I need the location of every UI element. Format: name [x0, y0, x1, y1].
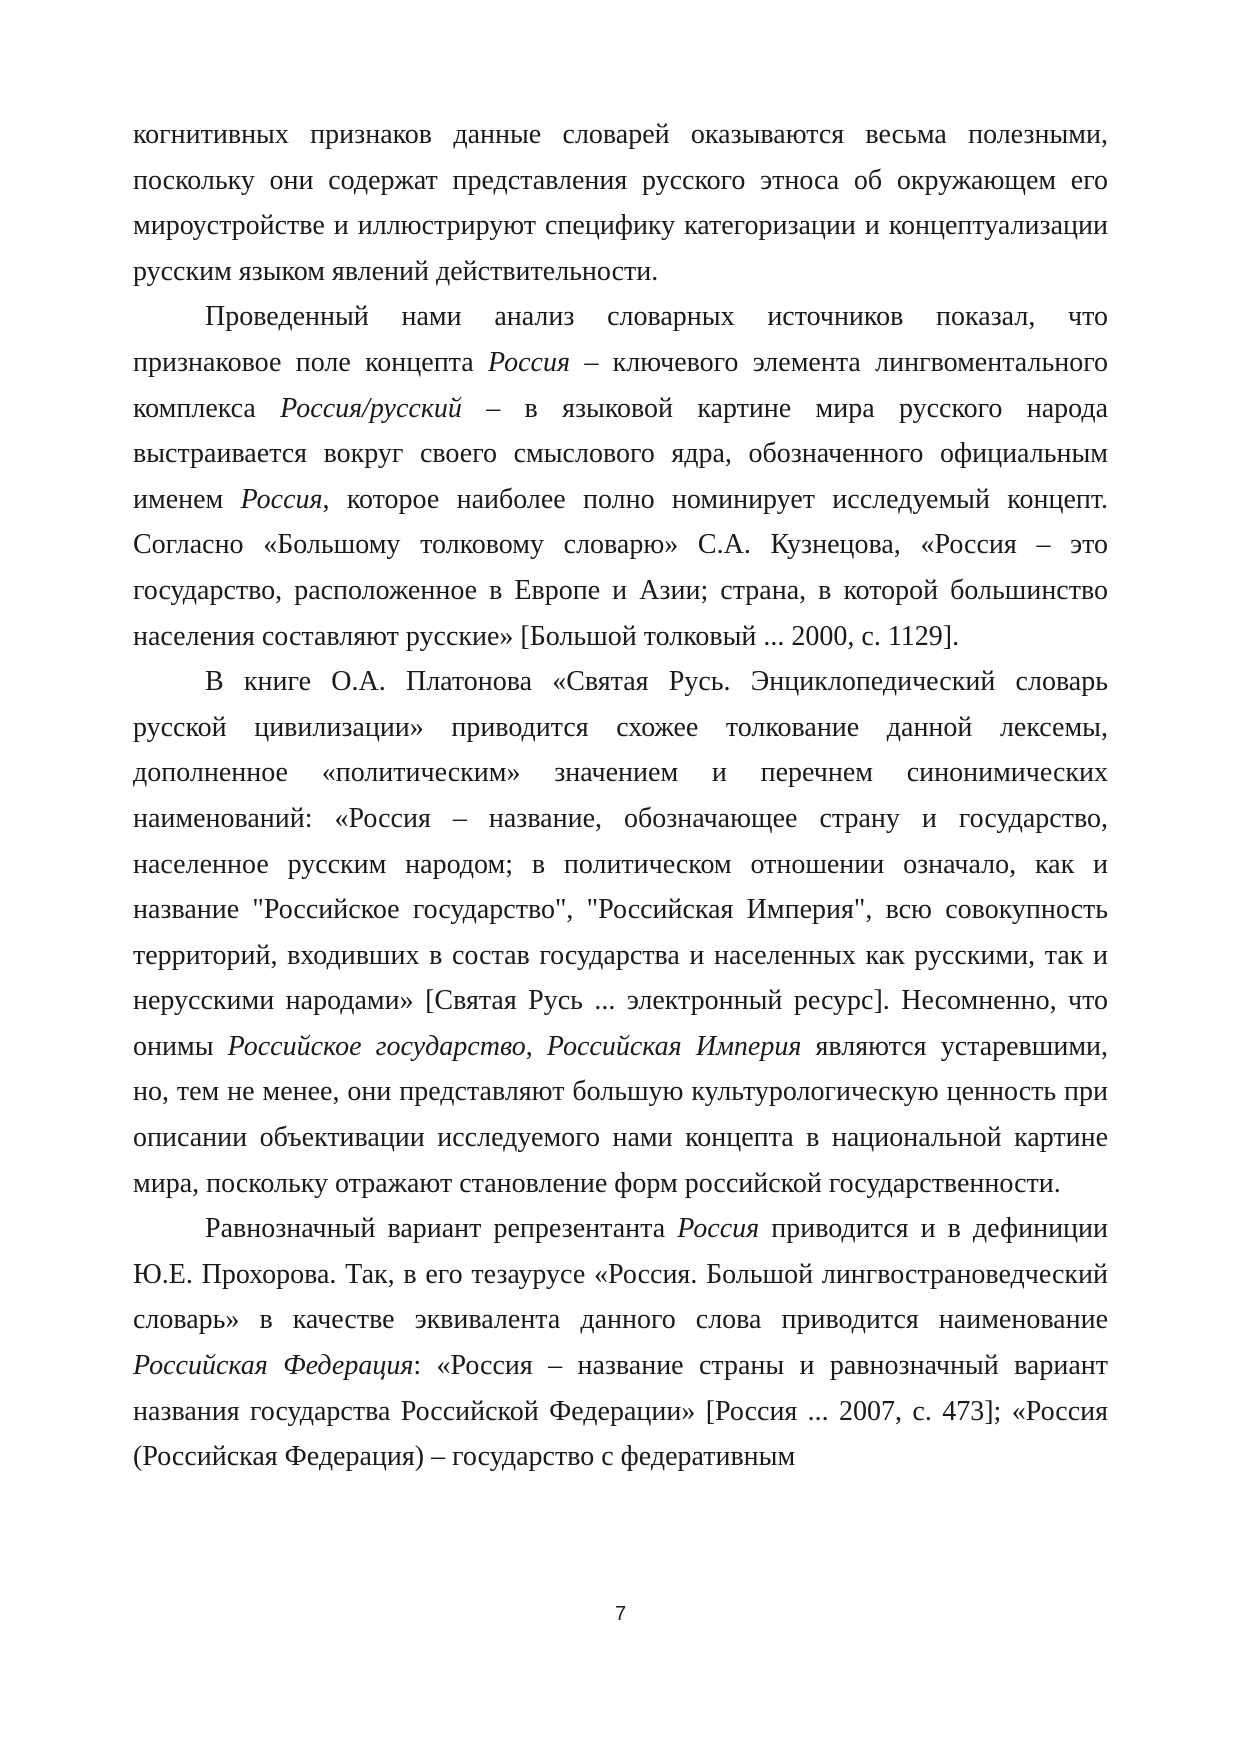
paragraph-3 — [133, 659, 1108, 1206]
paragraph-2 — [133, 294, 1108, 659]
text-run: В книге О.А. Платонова «Святая Русь. Энциклопедический словарь русской цивилизации» приводится схожее толкование данной лексемы, дополненное «политическим» значением и перечнем синонимических наименований: «Россия – название, обозначающее страну и государство, населенное русским народом; в политическом отношении означало, как и название "Российское государство", "Российская Империя", всю совокупность территорий, входивших в состав государства и населенных как русскими, так и нерусскими народами» [Святая Русь ... электронный ресурс]. Несомненно, что онимы — [133, 666, 1108, 1062]
body-text — [133, 112, 1108, 1480]
text-run: являются устаревшими, но, тем не менее, они представляют большую культурологическую ценность при описании объективации исследуемого нами концепта в национальной картине мира, поскольку отражают становление форм российской государственности. — [133, 1030, 1109, 1199]
page-number: 7 — [614, 1603, 627, 1625]
paragraph-1 — [133, 112, 1108, 294]
italic-term: Россия — [240, 483, 323, 515]
text-run: Проведенный нами анализ словарных источников показал, что признаковое поле концепта — [133, 301, 1108, 378]
text-run: когнитивных признаков данные словарей оказываются весьма полезными, поскольку они содержат представления русского этноса об окружающем его мироустройстве и иллюстрируют специфику категоризации и концептуализации русским языком явлений действительности. — [133, 119, 1108, 287]
italic-term: Россия/русский — [280, 392, 462, 424]
text-run: : «Россия – название страны и равнозначный вариант названия государства Российской Федерации» [Россия ... 2007, с. 473]; «Россия (Российская Федерация) – государство с федеративным — [133, 1350, 1108, 1473]
paragraph-4 — [133, 1206, 1108, 1480]
italic-term: Российская Империя — [546, 1030, 802, 1062]
italic-term: Россия — [488, 346, 570, 378]
italic-term: Российское государство — [227, 1030, 526, 1062]
text-run: – ключевого элемента лингвоментального комплекса — [133, 346, 1108, 424]
text-run: , которое наиболее полно номинирует исследуемый концепт. Согласно «Большому толковому словарю» С.А. Кузнецова, «Россия – это государство, расположенное в Европе и Азии; страна, в которой большинство населения составляют русские» [Большой толковый ... 2000, с. 1129]. — [133, 483, 1108, 652]
text-run: приводится и в дефиниции Ю.Е. Прохорова. Так, в его тезаурусе «Россия. Большой лингвострановедческий словарь» в качестве эквивалента данного слова приводится наименование — [133, 1213, 1109, 1336]
text-run: Равнозначный вариант репрезентанта — [205, 1213, 678, 1245]
italic-term: Российская Федерация — [133, 1350, 414, 1382]
italic-term: Россия — [677, 1213, 760, 1245]
text-run: – в языковой картине мира русского народа выстраивается вокруг своего смыслового ядра, обозначенного официальным именем — [133, 392, 1109, 515]
text-run: , — [525, 1030, 547, 1062]
